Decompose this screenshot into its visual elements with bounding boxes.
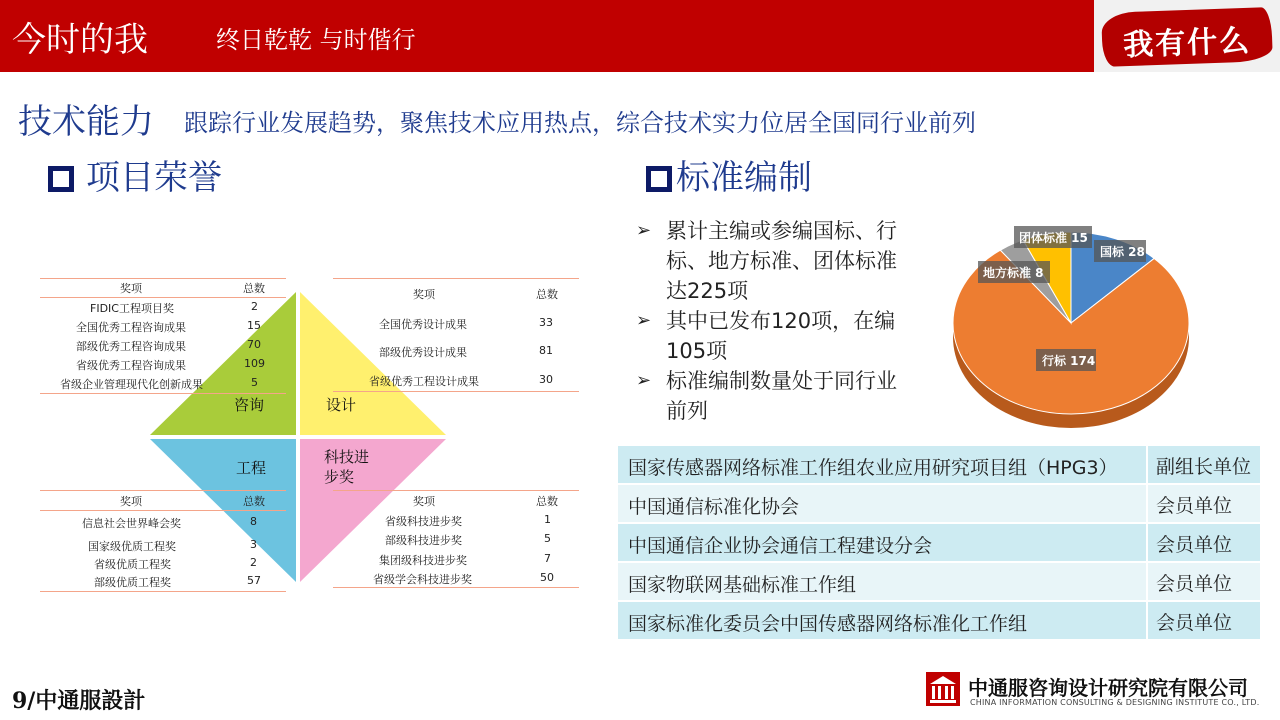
- column-divider: [1146, 485, 1148, 522]
- award-name: 省级企业管理现代化创新成果: [60, 378, 203, 391]
- award-name: 省级科技进步奖: [385, 515, 462, 528]
- org-role: 会员单位: [1156, 573, 1233, 595]
- company-name-cn: 中通服咨询设计研究院有限公司: [968, 676, 1248, 700]
- square-bullet-icon: [48, 166, 74, 192]
- table-row: [40, 357, 286, 375]
- award-name: 集团级科技进步奖: [379, 554, 467, 567]
- col-total: 总数: [536, 495, 558, 508]
- award-total: 2: [250, 556, 257, 569]
- standards-bullets: [636, 216, 906, 426]
- table-row: [333, 373, 579, 391]
- header-title: 今时的我: [12, 20, 148, 60]
- award-total: 5: [544, 532, 551, 545]
- table-row: [333, 344, 579, 362]
- pie-label-tuanti: [1014, 226, 1092, 248]
- honors-heading-text: 项目荣誉: [86, 158, 222, 198]
- brush-stroke: [1101, 7, 1273, 67]
- page-number-brand: 9/中通服設計: [12, 688, 146, 714]
- col-award: 奖项: [413, 495, 435, 508]
- pie-label-guobiao: [1094, 240, 1146, 262]
- header-bar: [0, 0, 1094, 72]
- org-name: 国家标准化委员会中国传感器网络标准化工作组: [628, 613, 1028, 635]
- col-award: 奖项: [413, 288, 435, 301]
- table-row: [333, 513, 579, 531]
- org-role: 副组长单位: [1156, 456, 1252, 478]
- award-total: 2: [251, 300, 258, 313]
- table-row: [40, 515, 286, 533]
- award-name: 部级科技进步奖: [385, 534, 462, 547]
- award-name: 部级优秀设计成果: [379, 346, 467, 359]
- award-name: 省级学会科技进步奖: [373, 573, 472, 586]
- award-name: 部级优秀工程咨询成果: [76, 340, 186, 353]
- tech-label-line2: 步奖: [324, 468, 355, 486]
- design-table: [333, 278, 579, 392]
- company-name-en: CHINA INFORMATION CONSULTING & DESIGNING INSTITUTE CO., LTD.: [970, 698, 1260, 707]
- award-name: 全国优秀设计成果: [379, 318, 467, 331]
- table-row: [40, 319, 286, 337]
- table-row: [333, 316, 579, 334]
- tech-label: [324, 447, 369, 487]
- table-row: [40, 538, 286, 556]
- column-divider: [1146, 602, 1148, 639]
- table-row: [333, 552, 579, 570]
- header-motto: 终日乾乾 与时偕行: [216, 26, 416, 54]
- table-row: [618, 485, 1260, 522]
- design-label: 设计: [326, 396, 357, 414]
- pie-label-text: 行标 174: [1042, 354, 1096, 368]
- award-total: 3: [250, 538, 257, 551]
- org-name: 中国通信标准化协会: [628, 496, 800, 518]
- column-divider: [1146, 524, 1148, 561]
- pie-label-difang: [978, 261, 1050, 283]
- stamp-logo: [1094, 0, 1280, 72]
- pie-label-text: 地方标准 8: [983, 266, 1044, 280]
- award-name: 信息社会世界峰会奖: [82, 517, 181, 530]
- table-header: [333, 286, 579, 304]
- consulting-label: 咨询: [234, 396, 265, 414]
- bullet-item: ➢ 累计主编或参编国标、行标、地方标准、团体标准达225项: [636, 216, 906, 306]
- table-row: [333, 532, 579, 550]
- col-total: 总数: [536, 288, 558, 301]
- award-total: 5: [251, 376, 258, 389]
- tech-label-line1: 科技进: [324, 448, 370, 466]
- award-name: 省级优秀工程咨询成果: [76, 359, 186, 372]
- col-award: 奖项: [120, 495, 142, 508]
- award-name: FIDIC工程项目奖: [90, 302, 174, 315]
- standards-heading: [646, 150, 812, 199]
- pie-label-hangbiao: [1036, 349, 1096, 371]
- org-name: 中国通信企业协会通信工程建设分会: [628, 535, 933, 557]
- org-name: 国家物联网基础标准工作组: [628, 574, 857, 596]
- award-total: 1: [544, 513, 551, 526]
- col-total: 总数: [243, 495, 265, 508]
- award-total: 57: [247, 574, 261, 587]
- org-role: 会员单位: [1156, 495, 1233, 517]
- pie-label-text: 国标 28: [1100, 245, 1145, 259]
- award-total: 33: [539, 316, 553, 329]
- engineering-table: [40, 490, 286, 592]
- award-name: 省级优秀工程设计成果: [369, 375, 479, 388]
- award-total: 50: [540, 571, 554, 584]
- company-logo-icon: [926, 672, 960, 706]
- award-total: 8: [250, 515, 257, 528]
- award-name: 国家级优质工程奖: [88, 540, 176, 553]
- pie-label-text: 团体标准 15: [1019, 231, 1088, 245]
- table-row: [618, 602, 1260, 639]
- org-role: 会员单位: [1156, 612, 1233, 634]
- award-total: 109: [244, 357, 265, 370]
- square-bullet-icon: [646, 166, 672, 192]
- award-name: 全国优秀工程咨询成果: [76, 321, 186, 334]
- table-row: [40, 556, 286, 574]
- org-role: 会员单位: [1156, 534, 1233, 556]
- col-total: 总数: [243, 282, 265, 295]
- table-row: [40, 376, 286, 394]
- stamp-text: 我有什么: [1122, 23, 1252, 64]
- honors-heading: [48, 150, 222, 199]
- col-award: 奖项: [120, 282, 142, 295]
- org-name: 国家传感器网络标准工作组农业应用研究项目组（HPG3）: [628, 457, 1118, 479]
- table-row: [40, 338, 286, 356]
- award-name: 省级优质工程奖: [94, 558, 171, 571]
- table-header: [40, 280, 286, 298]
- table-row: [618, 563, 1260, 600]
- column-divider: [1146, 446, 1148, 483]
- table-row: [40, 574, 286, 592]
- table-row: [618, 524, 1260, 561]
- award-total: 81: [539, 344, 553, 357]
- award-total: 70: [247, 338, 261, 351]
- engineering-label: 工程: [236, 459, 267, 477]
- table-row: [333, 571, 579, 589]
- consulting-table: [40, 278, 286, 394]
- table-row: [40, 300, 286, 318]
- award-total: 30: [539, 373, 553, 386]
- table-row: [618, 446, 1260, 483]
- tech-progress-table: [333, 490, 579, 588]
- section-subheading: 跟踪行业发展趋势，聚焦技术应用热点，综合技术实力位居全国同行业前列: [184, 109, 976, 137]
- award-total: 15: [247, 319, 261, 332]
- standards-heading-text: 标准编制: [676, 158, 812, 198]
- bullet-item: ➢ 标准编制数量处于同行业前列: [636, 366, 906, 426]
- section-heading: 技术能力: [18, 102, 154, 142]
- award-total: 7: [544, 552, 551, 565]
- column-divider: [1146, 563, 1148, 600]
- award-name: 部级优质工程奖: [94, 576, 171, 589]
- bullet-item: ➢ 其中已发布120项，在编105项: [636, 306, 906, 366]
- standards-pie-chart: [940, 210, 1210, 435]
- pie-slices: [953, 232, 1189, 414]
- table-header: [40, 493, 286, 511]
- table-header: [333, 493, 579, 511]
